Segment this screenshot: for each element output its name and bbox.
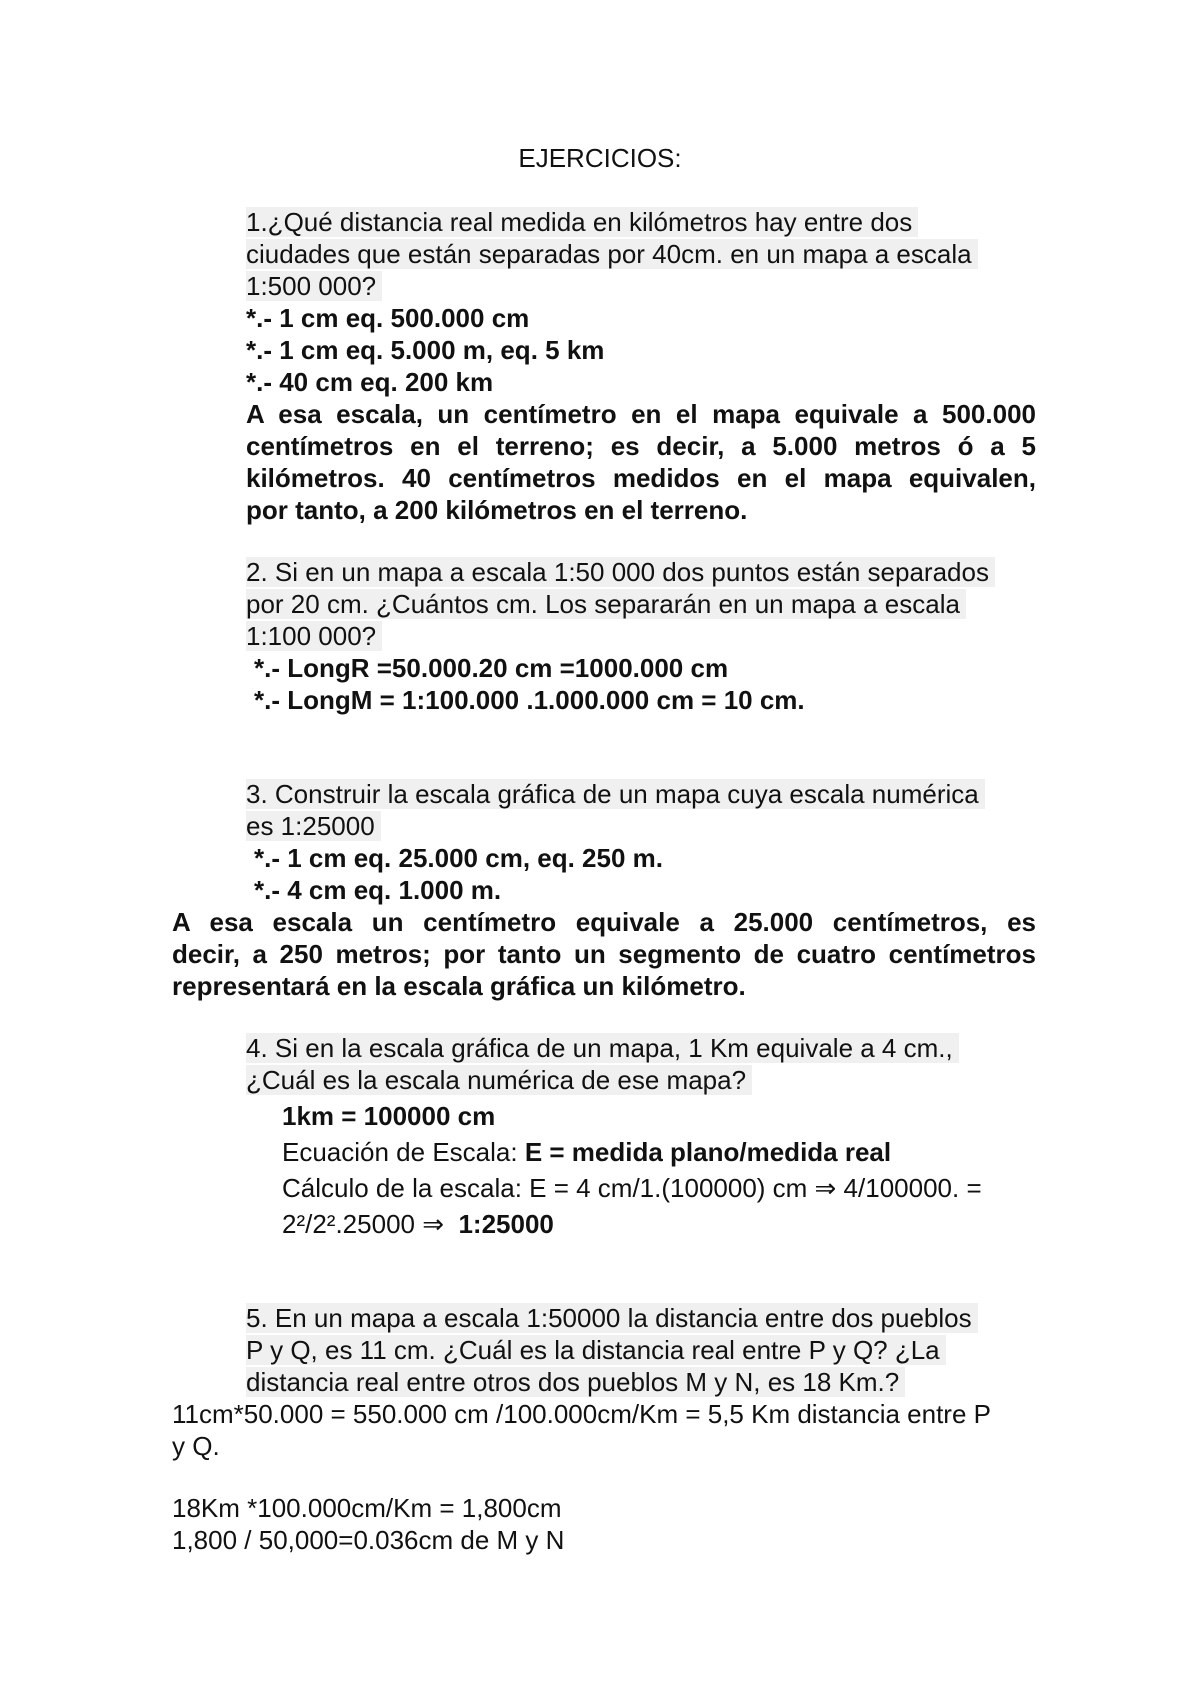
exercise-1-question-line-2: ciudades que están separadas por 40cm. en un mapa a escala — [246, 238, 978, 270]
exercise-1-explanation-line-2: centímetros en el terreno; es decir, a 5.000 metros ó a 5 — [246, 431, 1036, 461]
exercise-1-explanation-line-4: por tanto, a 200 kilómetros en el terreno. — [246, 495, 748, 525]
exercise-2-question-line-2: por 20 cm. ¿Cuántos cm. Los separarán en un mapa a escala — [246, 588, 966, 620]
exercise-2-question-line-3: 1:100 000? — [246, 620, 382, 652]
exercise-5-question-line-2: P y Q, es 11 cm. ¿Cuál es la distancia real entre P y Q? ¿La — [246, 1334, 946, 1366]
exercise-4-step-3: Cálculo de la escala: E = 4 cm/1.(100000) cm ⇒ 4/100000. = — [282, 1173, 982, 1203]
exercise-1-step-1: *.- 1 cm eq. 500.000 cm — [246, 303, 530, 333]
exercise-4-step-2: Ecuación de Escala: E = medida plano/medida real — [282, 1137, 892, 1167]
exercise-5-answer-line-1: 11cm*50.000 = 550.000 cm /100.000cm/Km = 5,5 Km distancia entre P — [172, 1399, 991, 1429]
exercise-1-explanation-line-1: A esa escala, un centímetro en el mapa equivale a 500.000 — [246, 399, 1036, 429]
exercise-1-step-2: *.- 1 cm eq. 5.000 m, eq. 5 km — [246, 335, 605, 365]
exercise-4-step-1: 1km = 100000 cm — [282, 1101, 496, 1131]
exercise-2-question-line-1: 2. Si en un mapa a escala 1:50 000 dos puntos están separados — [246, 556, 995, 588]
exercise-3-step-1: *.- 1 cm eq. 25.000 cm, eq. 250 m. — [254, 843, 664, 873]
exercise-3-question-line-1: 3. Construir la escala gráfica de un mapa cuya escala numérica — [246, 778, 985, 810]
exercise-5-question-line-3: distancia real entre otros dos pueblos M y N, es 18 Km.? — [246, 1366, 905, 1398]
exercise-2-step-1: *.- LongR =50.000.20 cm =1000.000 cm — [254, 653, 729, 683]
exercise-1-step-3: *.- 40 cm eq. 200 km — [246, 367, 494, 397]
exercise-3-explanation-line-3: representará en la escala gráfica un kilómetro. — [172, 971, 746, 1001]
exercise-5-answer-line-2: y Q. — [172, 1431, 220, 1461]
exercise-1-question-line-3: 1:500 000? — [246, 270, 382, 302]
exercise-3-step-2: *.- 4 cm eq. 1.000 m. — [254, 875, 502, 905]
exercise-1-explanation-line-3: kilómetros. 40 centímetros medidos en el mapa equivalen, — [246, 463, 1036, 493]
exercise-5-answer-line-4: 1,800 / 50,000=0.036cm de M y N — [172, 1525, 565, 1555]
exercise-3-explanation-line-1: A esa escala un centímetro equivale a 25.000 centímetros, es — [172, 907, 1036, 937]
exercise-4-question-line-1: 4. Si en la escala gráfica de un mapa, 1 Km equivale a 4 cm., — [246, 1032, 959, 1064]
page-title: EJERCICIOS: — [518, 143, 682, 173]
exercise-4-step-4: 2²/2².25000 ⇒ 1:25000 — [282, 1209, 554, 1239]
exercise-4-question-line-2: ¿Cuál es la escala numérica de ese mapa? — [246, 1064, 752, 1096]
exercise-5-answer-line-3: 18Km *100.000cm/Km = 1,800cm — [172, 1493, 562, 1523]
exercise-2-step-2: *.- LongM = 1:100.000 .1.000.000 cm = 10 cm. — [254, 685, 805, 715]
exercise-5-question-line-1: 5. En un mapa a escala 1:50000 la distancia entre dos pueblos — [246, 1302, 978, 1334]
exercise-3-question-line-2: es 1:25000 — [246, 810, 381, 842]
exercise-3-explanation-line-2: decir, a 250 metros; por tanto un segmento de cuatro centímetros — [172, 939, 1036, 969]
exercise-1-question-line-1: 1.¿Qué distancia real medida en kilómetros hay entre dos — [246, 206, 918, 238]
